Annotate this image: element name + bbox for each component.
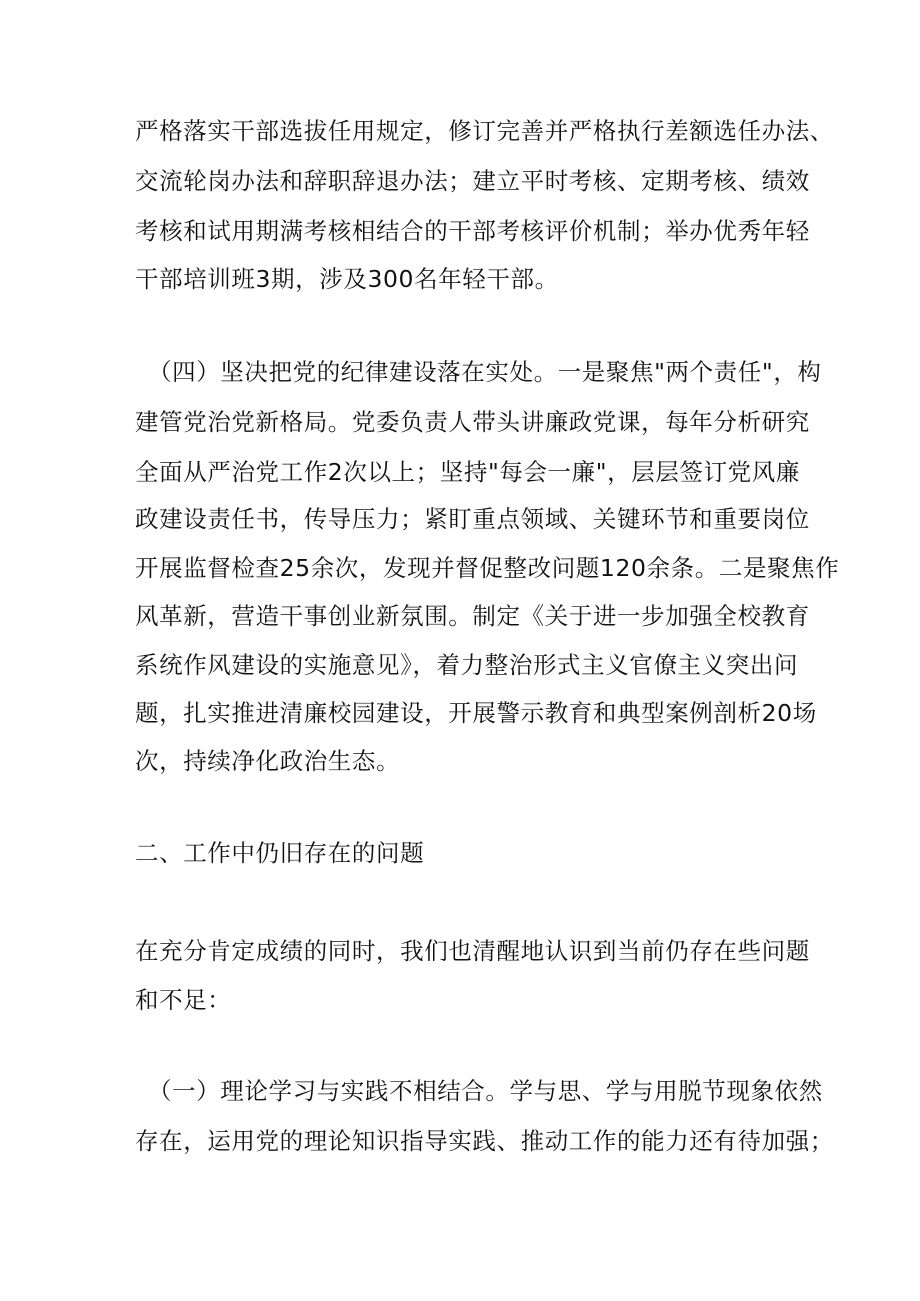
- text-line: 次，持续净化政治生态。: [135, 747, 401, 775]
- text-line: 全面从严治党工作2次以上；坚持"每会一廉"，层层签订党风廉: [135, 458, 800, 486]
- text-line: 在充分肯定成绩的同时，我们也清醒地认识到当前仍存在些问题: [135, 937, 810, 965]
- text-line: 考核和试用期满考核相结合的干部考核评价机制；举办优秀年轻: [135, 217, 810, 245]
- text-line: 交流轮岗办法和辞职辞退办法；建立平时考核、定期考核、绩效: [135, 167, 810, 195]
- text-line: 开展监督检查25余次，发现并督促整改问题120余条。二是聚焦作: [135, 554, 840, 582]
- text-line: 和不足：: [135, 986, 232, 1014]
- text-line: 严格落实干部选拔任用规定，修订完善并严格执行差额选任办法、: [135, 117, 834, 145]
- text-line: （四）坚决把党的纪律建设落在实处。一是聚焦"两个责任"，构: [148, 358, 822, 386]
- text-line: 题，扎实推进清廉校园建设，开展警示教育和典型案例剖析20场: [135, 699, 817, 727]
- text-line: 风革新，营造干事创业新氛围。制定《关于进一步加强全校教育: [135, 602, 810, 630]
- text-line: 建管党治党新格局。党委负责人带头讲廉政党课，每年分析研究: [135, 408, 810, 436]
- text-line: （一）理论学习与实践不相结合。学与思、学与用脱节现象依然: [148, 1077, 823, 1105]
- text-line: 存在，运用党的理论知识指导实践、推动工作的能力还有待加强；: [135, 1127, 834, 1155]
- text-line: 政建设责任书，传导压力；紧盯重点领域、关键环节和重要岗位: [135, 505, 810, 533]
- text-line: 系统作风建设的实施意见》，着力整治形式主义官僚主义突出问: [135, 651, 799, 679]
- section-heading: 二、工作中仍旧存在的问题: [135, 839, 425, 867]
- text-line: 干部培训班3期，涉及300名年轻干部。: [135, 265, 559, 293]
